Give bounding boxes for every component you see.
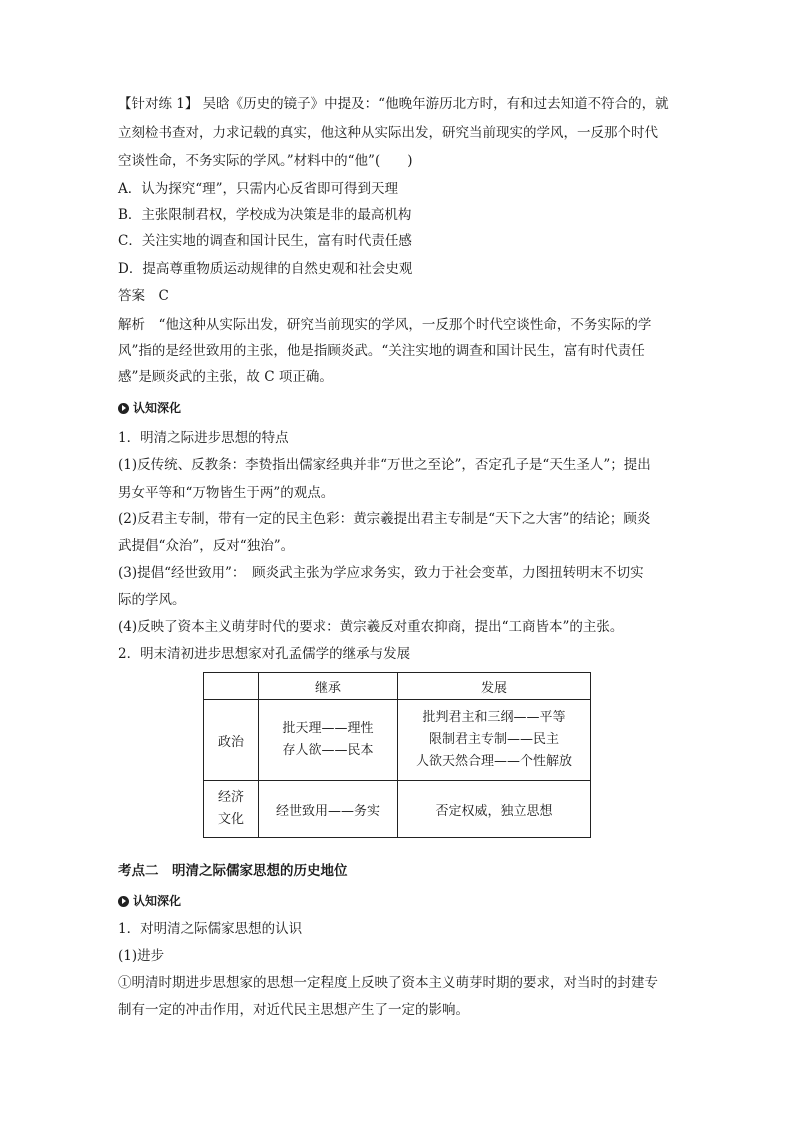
table-row: [204, 700, 591, 781]
section2-line-2: 制有一定的冲击作用，对近代民主思想产生了一定的影响。: [118, 1002, 469, 1018]
cell-inherit-economy: 经世致用——务实: [259, 781, 398, 838]
cell-line: 限制君主专制——民主: [428, 732, 559, 747]
table-header-empty: [204, 673, 259, 700]
table-header-develop: 发展: [398, 673, 591, 700]
analysis-line-1: 解析 “他这种从实际出发，研究当前现实的学风，一反那个时代空谈性命，不务实际的学: [118, 317, 652, 333]
question-line-2: 立刻检书查对，力求记载的真实，他这种从实际出发，研究当前现实的学风，一反那个时代: [118, 125, 658, 141]
cell-develop-economy: 否定权威，独立思想: [398, 781, 591, 838]
option-a: A．认为探究“理”，只需内心反省即可得到天理: [118, 181, 399, 197]
row-label-politics: 政治: [204, 700, 259, 781]
play-circle-icon: [118, 896, 129, 907]
analysis-line-3: 感”是顾炎武的主张，故 C 项正确。: [118, 369, 333, 385]
question-line-3: 空谈性命，不务实际的学风。”材料中的“他”( ): [118, 153, 413, 169]
point-3-line-1: (3)提倡“经世致用”： 顾炎武主张为学应求务实，致力于社会变革，力图扭转明末不切实: [118, 565, 644, 581]
section-tag-label: 认知深化: [133, 401, 182, 415]
question-line-1: 【针对练 1】 吴晗《历史的镜子》中提及：“他晚年游历北方时，有和过去知道不符合的，就: [118, 96, 669, 112]
cell-develop-politics: [398, 700, 591, 781]
point-1-line-2: 男女平等和“万物皆生于两”的观点。: [118, 485, 335, 501]
play-circle-icon: [118, 403, 129, 414]
section1-heading-2: 2．明末清初进步思想家对孔孟儒学的继承与发展: [118, 646, 411, 662]
cell-line: 经济: [217, 790, 244, 805]
option-c: C．关注实地的调查和国计民生，富有时代责任感: [118, 233, 412, 249]
option-d: D．提高尊重物质运动规律的自然史观和社会史观: [118, 261, 413, 277]
cell-line: 文化: [217, 812, 244, 827]
section2-heading: 1．对明清之际儒家思想的认识: [118, 921, 303, 937]
point-3-line-2: 际的学风。: [118, 592, 186, 608]
point-2-line-2: 武提倡“众治”，反对“独治”。: [118, 538, 295, 554]
section2-sub: (1)进步: [118, 948, 165, 964]
point-2-line-1: (2)反君主专制，带有一定的民主色彩：黄宗羲提出君主专制是“天下之大害”的结论；顾炎: [118, 511, 651, 527]
point-1-line-1: (1)反传统、反教条：李贽指出儒家经典并非“万世之至论”，否定孔子是“天生圣人”；提出: [118, 457, 651, 473]
comparison-table: [203, 672, 591, 838]
table-header-inherit: 继承: [259, 673, 398, 700]
cell-line: 批天理——理性: [282, 721, 374, 736]
analysis-line-2: 风”指的是经世致用的主张，他是指顾炎武。“关注实地的调查和国计民生，富有时代责任: [118, 343, 645, 359]
section-tag-label: 认知深化: [133, 894, 182, 908]
section1-heading: 1．明清之际进步思想的特点: [118, 430, 289, 446]
cell-line: 存人欲——民本: [282, 743, 374, 758]
answer: 答案 C: [118, 288, 169, 304]
option-b: B．主张限制君权，学校成为决策是非的最高机构: [118, 207, 412, 223]
section-tag-1: [118, 399, 678, 417]
section-tag-2: [118, 892, 678, 910]
cell-inherit-politics: [259, 700, 398, 781]
section2-title: 考点二 明清之际儒家思想的历史地位: [118, 863, 348, 879]
row-label-economy-culture: [204, 781, 259, 838]
cell-line: 批判君主和三纲——平等: [422, 710, 566, 725]
table-row: [204, 781, 591, 838]
point-4: (4)反映了资本主义萌芽时代的要求：黄宗羲反对重农抑商，提出“工商皆本”的主张。: [118, 619, 624, 635]
cell-line: 人欲天然合理——个性解放: [415, 754, 572, 769]
section2-line-1: ①明清时期进步思想家的思想一定程度上反映了资本主义萌芽时期的要求，对当时的封建专: [118, 975, 658, 991]
